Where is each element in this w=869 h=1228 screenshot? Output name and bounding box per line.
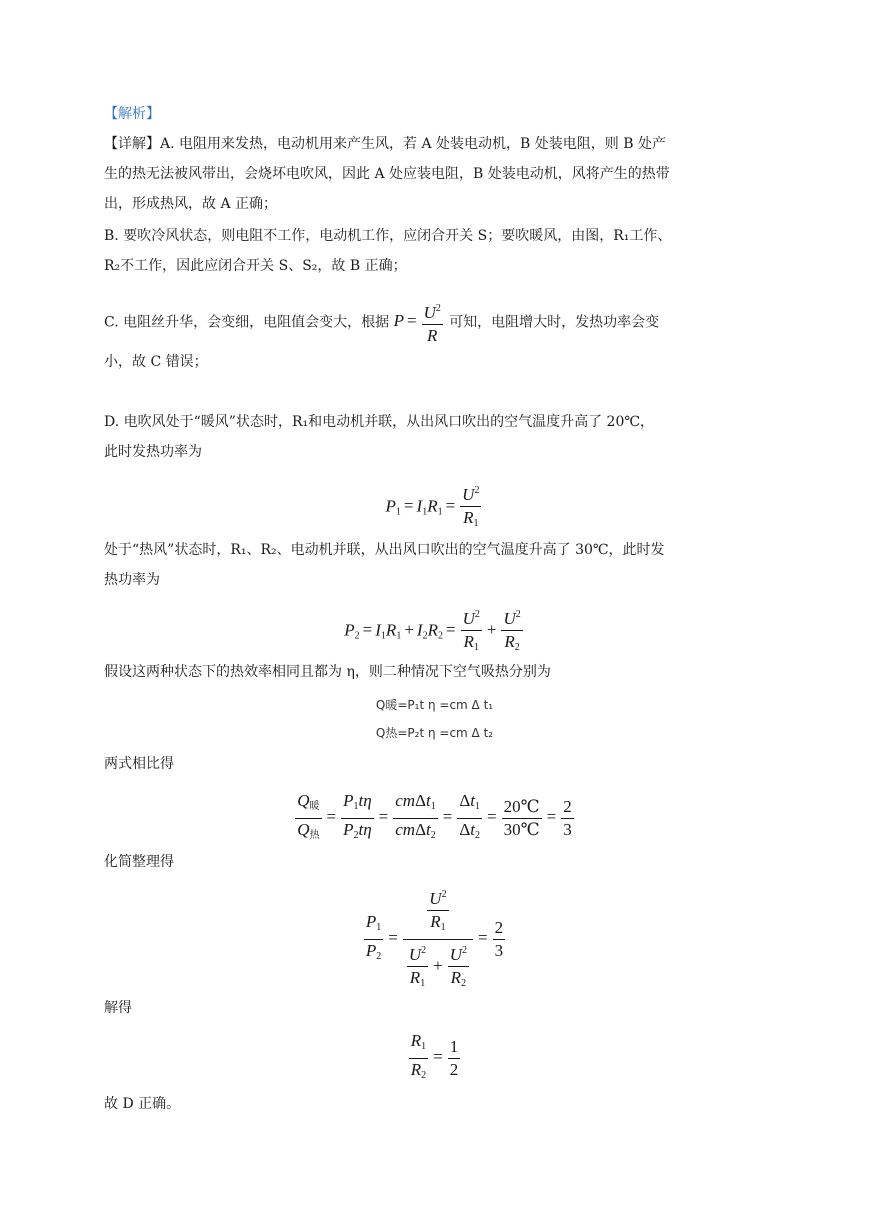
detail-paragraph-a-line1: 【详解】A. 电阻用来发热，电动机用来产生风，若 A 处装电动机，B 处装电阻，则 B 处产: [104, 136, 666, 152]
formula-r-ratio: $\frac{R_1}{R_2}$ = $\frac{1}{2}$: [410, 1031, 459, 1081]
detail-paragraph-d-line2: 此时发热功率为: [104, 444, 202, 460]
detail-label: 【详解】: [104, 136, 160, 152]
formula-p1: $P_1 = I_1R_1$ = $\frac{U^2}{R_1}$: [0, 480, 869, 535]
compare-label: 两式相比得: [104, 756, 174, 772]
power-formula-inline: P = $\frac{U^2}{R}$: [394, 311, 450, 330]
detail-paragraph-b-line1: B. 要吹冷风状态，则电阻不工作，电动机工作，应闭合开关 S；要吹暖风，由图，R₁工作、: [104, 228, 672, 244]
detail-paragraph-a-line2: 生的热无法被风带出，会烧坏电吹风，因此 A 处应装电阻，B 处装电动机，风将产生的热带: [104, 166, 670, 182]
detail-paragraph-d-line1: D. 电吹风处于“暖风”状态时，R₁和电动机并联，从出风口吹出的空气温度升高了 20℃，: [104, 414, 655, 430]
hot-paragraph-line2: 热功率为: [104, 572, 160, 588]
conclusion: 故 D 正确。: [104, 1096, 181, 1112]
detail-paragraph-c-line2: 小，故 C 错误；: [104, 354, 208, 370]
q-hot-equation: Q热=P₂t η =cm Δ t₂: [375, 726, 494, 740]
hot-paragraph-line1: 处于“热风”状态时，R₁、R₂、电动机并联，从出风口吹出的空气温度升高了 30℃，此时发: [104, 542, 665, 558]
formula-p2: $P_2 = I_1R_1 + I_2R_2$ = $\frac{U^2}{R_1}$ + $\frac{U^2}{R_2}$: [0, 604, 869, 659]
detail-paragraph-b-line2: R₂不工作，因此应闭合开关 S、S₂，故 B 正确；: [104, 258, 407, 274]
solve-label: 解得: [104, 1000, 132, 1016]
formula-p-ratio: $\frac{P_1}{P_2}$ = $\frac{U^2}{R_1}$ $\frac{U^2}{R_1}$ + $\frac{U^2}{R_2}$ = $\frac{2}{3}$: [0, 884, 869, 995]
assume-paragraph: 假设这两种状态下的热效率相同且都为 η，则二种情况下空气吸热分别为: [104, 664, 551, 680]
simplify-label: 化简整理得: [104, 854, 174, 870]
detail-paragraph-c-line1: C. 电阻丝升华，会变细，电阻值会变大，根据 P = $\frac{U^2}{R}$ 可知，电阻增大时，发热功率会变: [104, 298, 659, 347]
detail-paragraph-a-line3: 出，形成热风，故 A 正确；: [104, 196, 278, 212]
q-warm-equation: Q暖=P₁t η =cm Δ t₁: [375, 698, 494, 712]
formula-q-ratio: $\frac{Q_暖}{Q_热}$ = $\frac{P_1t\eta}{P_2t\eta}$ = $\frac{cm\Delta t_1}{cm\Delta t_2}$ = $\frac{\Delta t_1}{\Delta t_2}$ = $\frac{20℃}{30℃}$ = $\frac{2}{3}$: [297, 791, 572, 841]
analysis-header: 【解析】: [104, 106, 160, 122]
